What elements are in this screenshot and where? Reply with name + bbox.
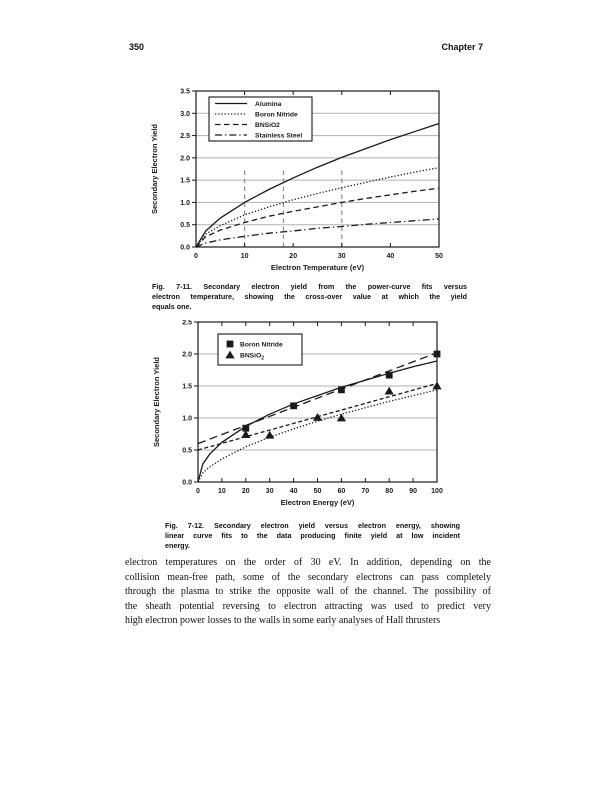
gridlines [198,354,437,450]
caption-line: Fig. 7-11. Secondary electron yield from the power-curve fits versus [152,282,467,291]
caption-line: linear curve fits to the data producing finite yield at low incident [165,531,460,540]
caption-line: energy. [165,541,191,550]
svg-text:20: 20 [289,253,298,260]
svg-text:1.5: 1.5 [182,383,192,391]
svg-text:50: 50 [435,253,443,260]
svg-text:100: 100 [431,488,443,495]
fit-boron-nitride-power-fit [198,361,437,482]
svg-text:2.5: 2.5 [180,133,190,141]
svg-text:0: 0 [196,488,200,495]
svg-text:2.5: 2.5 [182,320,192,327]
body-line: through the plasma to strike the opposite wall of the channel. The possibility of [125,586,491,597]
chapter-label: Chapter 7 [441,42,483,52]
y-axis-title: Secondary Electron Yield [152,356,161,448]
y-axis-title: Secondary Electron Yield [150,123,159,215]
fig-7-11-chart [140,84,465,280]
svg-text:70: 70 [361,488,370,495]
svg-text:3.5: 3.5 [180,88,190,96]
legend-label: BNSiO2 [255,122,280,129]
svg-text:1.5: 1.5 [180,177,190,185]
svg-text:30: 30 [337,253,346,260]
svg-text:20: 20 [241,488,250,495]
svg-text:1.0: 1.0 [182,415,192,423]
page-header [129,42,483,52]
fig-7-12-chart [140,320,465,516]
svg-text:10: 10 [218,488,226,495]
legend-label: BNSiO$_2$ [240,352,264,362]
svg-text:0.5: 0.5 [180,222,190,230]
svg-text:0.5: 0.5 [182,447,192,455]
x-axis-title: Electron Temperature (eV) [270,263,365,272]
body-line: high electron power losses to the walls in some early analyses of Hall thrusters [125,615,441,626]
svg-text:80: 80 [385,488,394,495]
svg-text:2.0: 2.0 [182,351,192,359]
svg-text:60: 60 [337,488,346,495]
body-line: collision mean-free path, some of the secondary electrons can pass completely [125,571,491,583]
legend [209,97,312,141]
svg-text:30: 30 [265,488,274,495]
svg-text:50: 50 [313,488,322,495]
body-paragraph [125,556,491,629]
svg-text:0: 0 [194,253,198,260]
svg-text:40: 40 [289,488,298,495]
x-axis-title: Electron Energy (eV) [280,498,355,507]
legend [218,334,302,365]
svg-text:3.0: 3.0 [180,110,190,118]
svg-text:2.0: 2.0 [180,155,190,163]
caption-line: Fig. 7-12. Secondary electron yield versus electron energy, showing [165,521,460,530]
svg-text:0.0: 0.0 [180,244,190,252]
series-stainless-steel [196,219,439,247]
svg-text:40: 40 [386,253,395,260]
fit-bnsio2-power-fit [198,390,437,482]
crossover-lines [245,169,342,247]
body-line: electron temperatures on the order of 30 eV. In addition, depending on the [125,557,491,568]
page-number: 350 [129,42,145,52]
svg-text:1.0: 1.0 [180,199,190,207]
fig-7-11-caption [152,282,467,312]
series-bnsio2 [196,188,439,247]
fig-7-12-caption [165,521,460,551]
caption-line: equals one. [152,302,192,311]
legend-label: Boron Nitride [255,111,298,119]
legend-label: Boron Nitride [240,341,283,349]
svg-text:90: 90 [409,488,417,495]
svg-text:10: 10 [240,253,249,260]
svg-text:0.0: 0.0 [182,479,192,487]
legend-label: Alumina [255,101,282,108]
body-line: the sheath potential reversing to electron attracting was used to predict very [125,600,491,612]
fit-boron-nitride-linear-fit [198,353,437,444]
series-alumina [196,124,439,247]
caption-line: electron temperature, showing the cross-over value at which the yield [152,292,467,301]
legend-label: Stainless Steel [255,132,303,140]
